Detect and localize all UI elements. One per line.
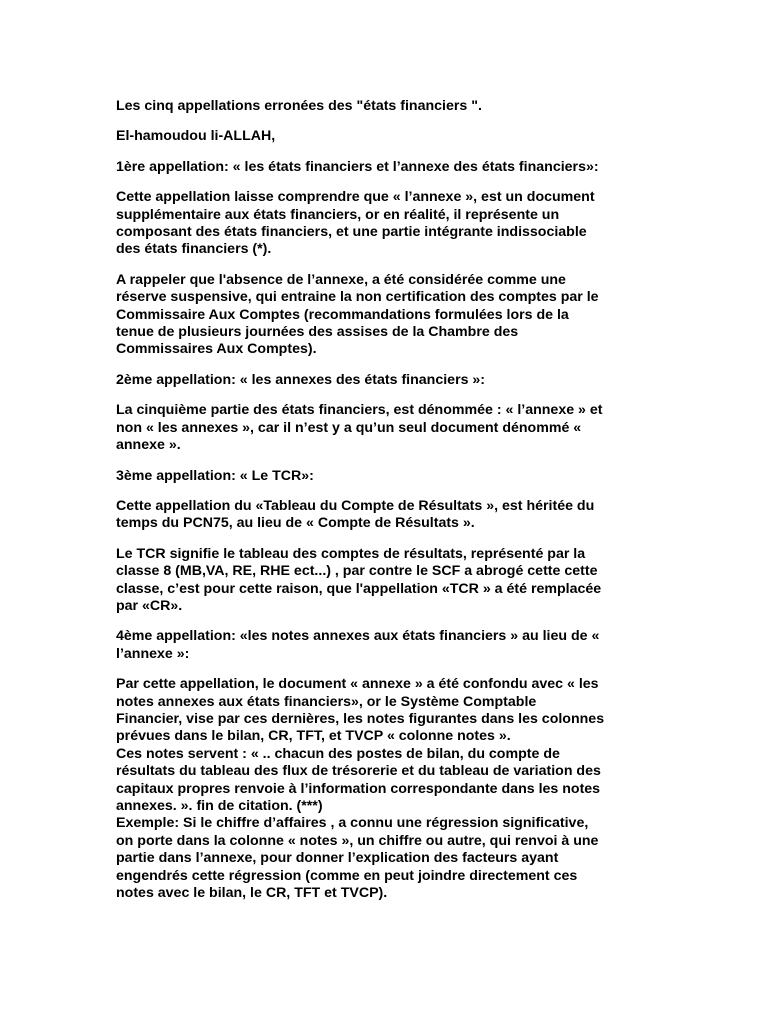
section-heading-2: 2ème appellation: « les annexes des états financiers »: — [116, 371, 486, 388]
paragraph-8: Exemple: Si le chiffre d’affaires , a connu une régression significative, on porte dans la colonne « notes », un chiffre ou autre, qui renvoi à une partie dans l’annexe, pour donner l’explication des facteurs ayant engendrés cette régression (comme en peut joindre directement ces notes avec le bilan, le CR, TFT et TVCP). — [116, 815, 599, 902]
paragraph-3: La cinquième partie des états financiers, est dénommée : « l’annexe » et non « les annexes », car il n’est y a qu’un seul document dénommé « annexe ». — [116, 402, 603, 454]
document-page — [116, 98, 656, 902]
document-title: Les cinq appellations erronées des "états financiers ". — [116, 98, 482, 114]
paragraph-4: Cette appellation du «Tableau du Compte de Résultats », est héritée du temps du PCN75, au lieu de « Compte de Résultats ». — [116, 497, 595, 532]
greeting: El-hamoudou li-ALLAH, — [116, 128, 276, 145]
paragraph-7: Ces notes servent : « .. chacun des postes de bilan, du compte de résultats du tableau des flux de trésorerie et du tableau de variation des capitaux propres renvoie à l’information correspondante dans les notes annexes. ». fin de citation. (***) — [116, 745, 601, 814]
paragraph-2: A rappeler que l'absence de l’annexe, a été considérée comme une réserve suspensive, qui entraine la non certification des comptes par le Commissaire Aux Comptes (recommandations formulées lors de la tenue de plusieurs journées des assises de la Chambre des Commissaires Aux Comptes). — [116, 271, 599, 358]
section-heading-3: 3ème appellation: « Le TCR»: — [116, 467, 314, 484]
section-heading-4: 4ème appellation: «les notes annexes aux états financiers » au lieu de « l’annexe »: — [116, 628, 600, 662]
paragraph-6: Par cette appellation, le document « annexe » a été confondu avec « les notes annexes aux états financiers», or le Système Comptable Financier, vise par ces dernières, les notes figurantes dans les colonnes prévues dans le bilan, CR, TFT, et TVCP « colonne notes ». — [116, 676, 605, 745]
paragraph-5: Le TCR signifie le tableau des comptes de résultats, représenté par la classe 8 (MB,VA, RE, RHE ect...) , par contre le SCF a abrogé cette cette classe, c’est pour cette raison, que l'appellation «TCR » a été remplacée par «CR». — [116, 545, 602, 614]
section-heading-1: 1ère appellation: « les états financiers et l’annexe des états financiers»: — [116, 158, 599, 175]
paragraph-1: Cette appellation laisse comprendre que « l’annexe », est un document supplémentaire aux états financiers, or en réalité, il représente un composant des états financiers, et une partie intégrante indissociable des états financiers (*). — [116, 189, 595, 258]
